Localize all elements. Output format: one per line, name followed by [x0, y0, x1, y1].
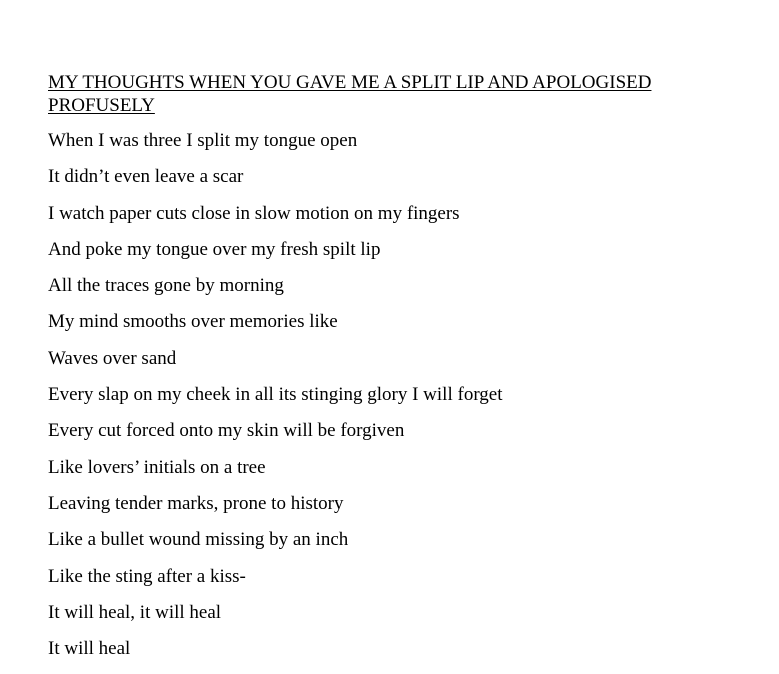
poem-title: MY THOUGHTS WHEN YOU GAVE ME A SPLIT LIP AND APOLOGISED PROFUSELY [48, 72, 652, 116]
poem-line: All the traces gone by morning [48, 275, 284, 297]
poem-line: When I was three I split my tongue open [48, 130, 358, 151]
poem-line: Leaving tender marks, prone to history [48, 492, 344, 514]
poem-line: Waves over sand [48, 347, 177, 369]
poem-line: Like a bullet wound missing by an inch [48, 529, 349, 551]
poem-line: It didn’t even leave a scar [48, 166, 244, 188]
poem-line: It will heal [48, 638, 131, 660]
poem-line: Every cut forced onto my skin will be forgiven [48, 420, 405, 442]
poem-line: I watch paper cuts close in slow motion on my fingers [48, 202, 460, 224]
poem-line: It will heal, it will heal [48, 601, 222, 623]
poem-body [48, 130, 503, 674]
poem-line: Every slap on my cheek in all its stinging glory I will forget [48, 384, 503, 406]
poem-line: And poke my tongue over my fresh spilt lip [48, 238, 381, 260]
poem-line: Like lovers’ initials on a tree [48, 456, 266, 478]
poem-line: Like the sting after a kiss- [48, 565, 246, 587]
poem-line: My mind smooths over memories like [48, 311, 338, 333]
